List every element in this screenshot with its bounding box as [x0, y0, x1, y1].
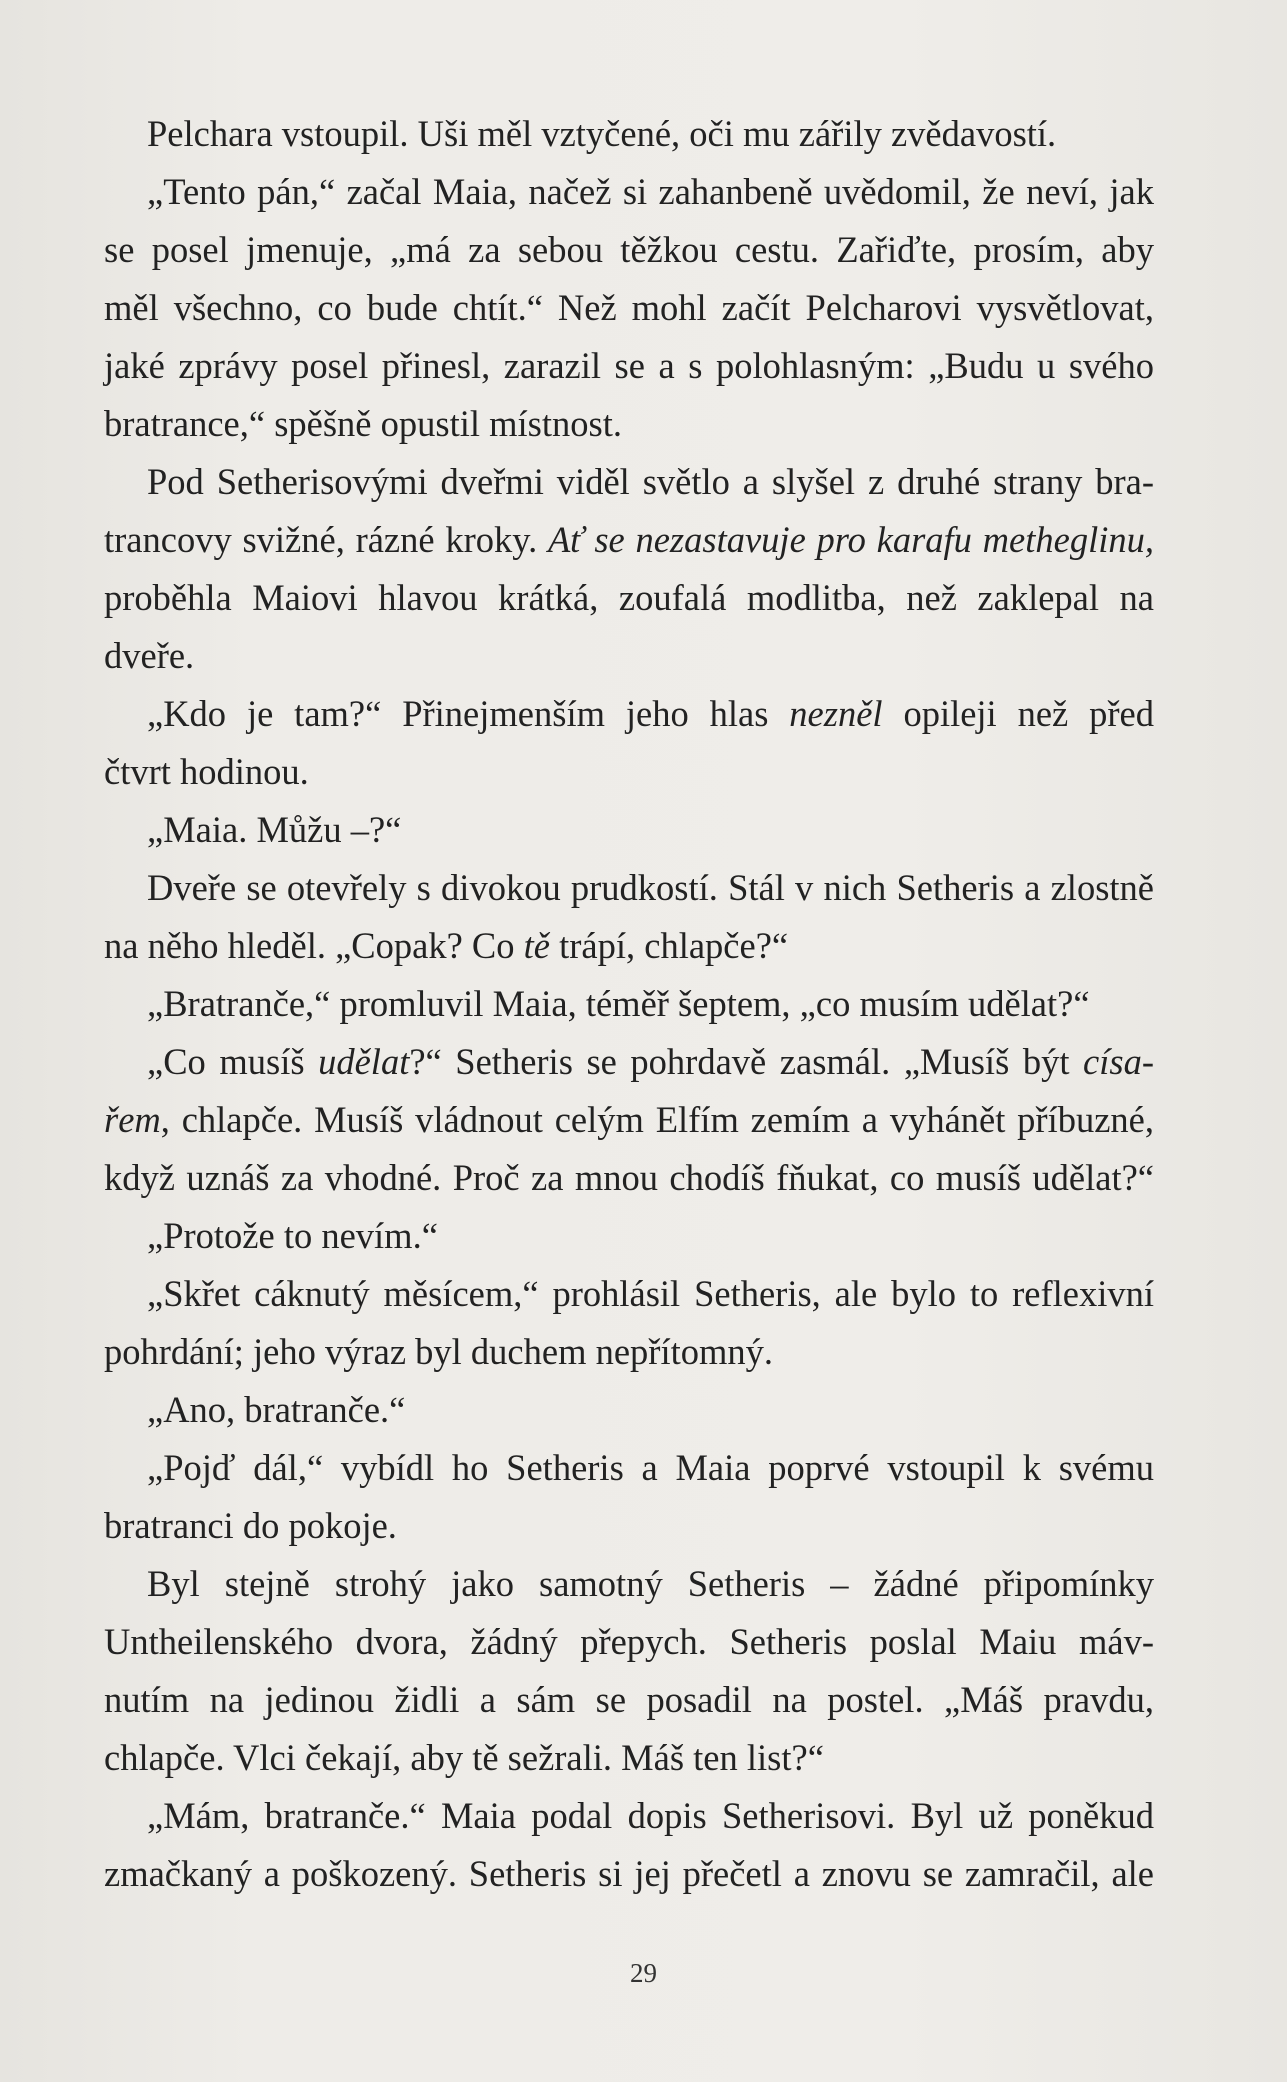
text-line: „Tento pán,“ začal Maia, načež si zahanbeně uvědomil, že neví, jak — [147, 171, 1154, 212]
text-line: nutím na jedinou židli a sám se posadil na postel. „Máš pravdu, — [104, 1679, 1154, 1720]
text-line: „Skřet cáknutý měsícem,“ prohlásil Setheris, ale bylo to reflexivní — [147, 1273, 1154, 1314]
text-line: Untheilenského dvora, žádný přepych. Setheris poslal Maiu máv- — [104, 1621, 1154, 1662]
text-line: „Bratranče,“ promluvil Maia, téměř šeptem, „co musím udělat?“ — [147, 983, 1090, 1024]
text-line: „Protože to nevím.“ — [147, 1215, 438, 1256]
text-line: měl všechno, co bude chtít.“ Než mohl začít Pelcharovi vysvětlovat, — [104, 287, 1154, 328]
text-line: pohrdání; jeho výraz byl duchem nepřítomný. — [104, 1331, 773, 1372]
text-line: trancovy svižné, rázné kroky. Ať se nezastavuje pro karafu metheglinu, — [104, 519, 1154, 560]
text-line: Pelchara vstoupil. Uši měl vztyčené, oči mu zářily zvědavostí. — [147, 113, 1057, 154]
text-line: Pod Setherisovými dveřmi viděl světlo a slyšel z druhé strany bra- — [147, 461, 1154, 502]
text-line: když uznáš za vhodné. Proč za mnou chodíš fňukat, co musíš udělat?“ — [104, 1157, 1154, 1198]
text-line: „Co musíš udělat?“ Setheris se pohrdavě zasmál. „Musíš být císa- — [147, 1041, 1154, 1082]
text-line: Dveře se otevřely s divokou prudkostí. Stál v nich Setheris a zlostně — [147, 867, 1154, 908]
text-line: bratranci do pokoje. — [104, 1505, 397, 1546]
text-line: „Maia. Můžu –?“ — [147, 809, 402, 850]
text-line: na něho hleděl. „Copak? Co tě trápí, chlapče?“ — [104, 925, 789, 966]
text-line: „Mám, bratranče.“ Maia podal dopis Setherisovi. Byl už poněkud — [147, 1795, 1154, 1836]
text-line: „Pojď dál,“ vybídl ho Setheris a Maia poprvé vstoupil k svému — [147, 1447, 1154, 1488]
text-line: „Kdo je tam?“ Přinejmenším jeho hlas nezněl opileji než před — [147, 693, 1154, 734]
text-line: chlapče. Vlci čekají, aby tě sežrali. Máš ten list?“ — [104, 1737, 824, 1778]
text-line: řem, chlapče. Musíš vládnout celým Elfím zemím a vyhánět příbuzné, — [104, 1099, 1154, 1140]
page-number: 29 — [630, 1958, 657, 1988]
text-line: jaké zprávy posel přinesl, zarazil se a s polohlasným: „Budu u svého — [104, 345, 1154, 386]
text-line: čtvrt hodinou. — [104, 751, 309, 792]
body-text — [104, 105, 1154, 1903]
text-line: se posel jmenuje, „má za sebou těžkou cestu. Zařiďte, prosím, aby — [104, 229, 1154, 270]
text-line: „Ano, bratranče.“ — [147, 1389, 406, 1430]
text-line: zmačkaný a poškozený. Setheris si jej přečetl a znovu se zamračil, ale — [104, 1853, 1154, 1894]
text-line: bratrance,“ spěšně opustil místnost. — [104, 403, 622, 444]
text-line: Byl stejně strohý jako samotný Setheris – žádné připomínky — [147, 1563, 1154, 1604]
text-line: dveře. — [104, 635, 195, 676]
text-line: proběhla Maiovi hlavou krátká, zoufalá modlitba, než zaklepal na — [104, 577, 1154, 618]
